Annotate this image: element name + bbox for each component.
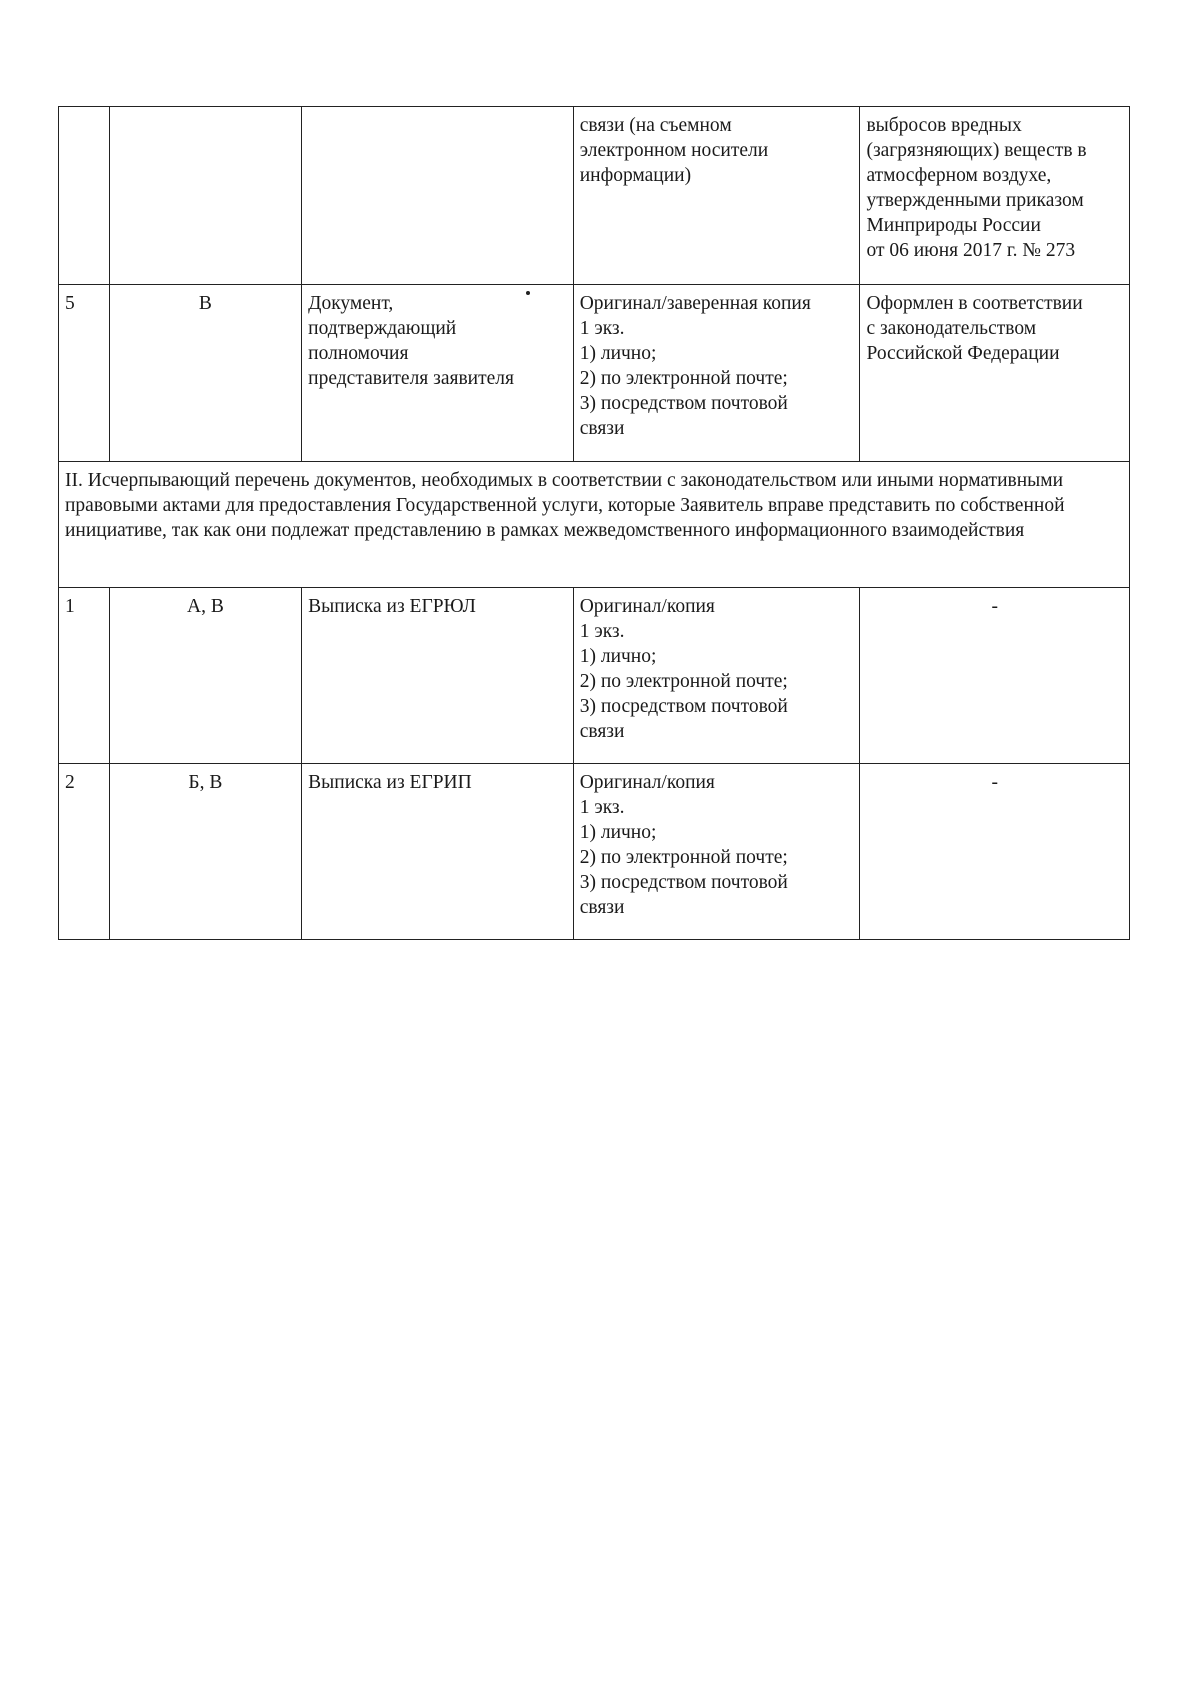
text-line: информации)	[579, 165, 692, 186]
cell-document-name	[302, 285, 574, 462]
cell-document-name: Выписка из ЕГРЮЛ	[302, 588, 574, 764]
text-line: полномочия	[308, 343, 409, 364]
text-line: подтверждающий	[308, 318, 457, 339]
cell-submission-form	[573, 588, 860, 764]
text-line: Оригинал/копия	[579, 772, 715, 793]
text-line: (загрязняющих) веществ в	[866, 140, 1087, 161]
cell-submission-form	[573, 285, 860, 462]
text-line: Оформлен в соответствии	[866, 293, 1083, 314]
cell-requirements	[860, 107, 1130, 285]
text-line: 2) по электронной почте;	[579, 368, 788, 389]
text-line: представителя заявителя	[308, 368, 514, 389]
cell-requirements: -	[860, 588, 1130, 764]
cell-category	[109, 107, 302, 285]
scan-speck	[526, 291, 530, 295]
cell-submission-form	[573, 107, 860, 285]
text-line: от 06 июня 2017 г. № 273	[866, 240, 1076, 261]
text-line: 3) посредством почтовой	[579, 696, 788, 717]
text-line: 1) лично;	[579, 822, 657, 843]
section-heading: II. Исчерпывающий перечень документов, необходимых в соответствии с законодательством или иными нормативными правовыми актами для предоставления Государственной услуги, которые Заявитель вправе представить по собственной инициативе, так как они подлежат представлению в рамках межведомственного информационного взаимодействия	[59, 462, 1130, 588]
cell-number	[59, 107, 110, 285]
text-line: 2) по электронной почте;	[579, 671, 788, 692]
text-line: связи	[579, 721, 625, 742]
text-line: с законодательством	[866, 318, 1037, 339]
cell-category: Б, В	[109, 764, 302, 940]
text-line: 1 экз.	[579, 318, 625, 339]
text-line: атмосферном воздухе,	[866, 165, 1052, 186]
text-line: связи	[579, 418, 625, 439]
table-row-section-2	[59, 462, 1130, 588]
text-line: Минприроды России	[866, 215, 1041, 236]
text-line: 1 экз.	[579, 797, 625, 818]
text-line: 1) лично;	[579, 646, 657, 667]
text-line: Российской Федерации	[866, 343, 1060, 364]
cell-category: А, В	[109, 588, 302, 764]
text-line: утвержденными приказом	[866, 190, 1084, 211]
text-line: 1) лично;	[579, 343, 657, 364]
text-line: Документ,	[308, 293, 394, 314]
cell-number: 2	[59, 764, 110, 940]
text-line: 3) посредством почтовой	[579, 872, 788, 893]
cell-requirements: -	[860, 764, 1130, 940]
text-line: Оригинал/заверенная копия	[579, 293, 811, 314]
table-row-5	[59, 285, 1130, 462]
text-line: выбросов вредных	[866, 115, 1022, 136]
cell-document-name: Выписка из ЕГРИП	[302, 764, 574, 940]
cell-document-name	[302, 107, 574, 285]
text-line: 3) посредством почтовой	[579, 393, 788, 414]
cell-requirements	[860, 285, 1130, 462]
table-row-s2-1	[59, 588, 1130, 764]
cell-number: 1	[59, 588, 110, 764]
text-line: 2) по электронной почте;	[579, 847, 788, 868]
text-line: электронном носители	[579, 140, 769, 161]
text-line: связи (на съемном	[579, 115, 732, 136]
cell-number: 5	[59, 285, 110, 462]
text-line: связи	[579, 897, 625, 918]
text-line: Оригинал/копия	[579, 596, 715, 617]
cell-submission-form	[573, 764, 860, 940]
documents-table	[58, 106, 1130, 940]
cell-category: В	[109, 285, 302, 462]
table-row-s2-2	[59, 764, 1130, 940]
table-row-continuation	[59, 107, 1130, 285]
text-line: 1 экз.	[579, 621, 625, 642]
